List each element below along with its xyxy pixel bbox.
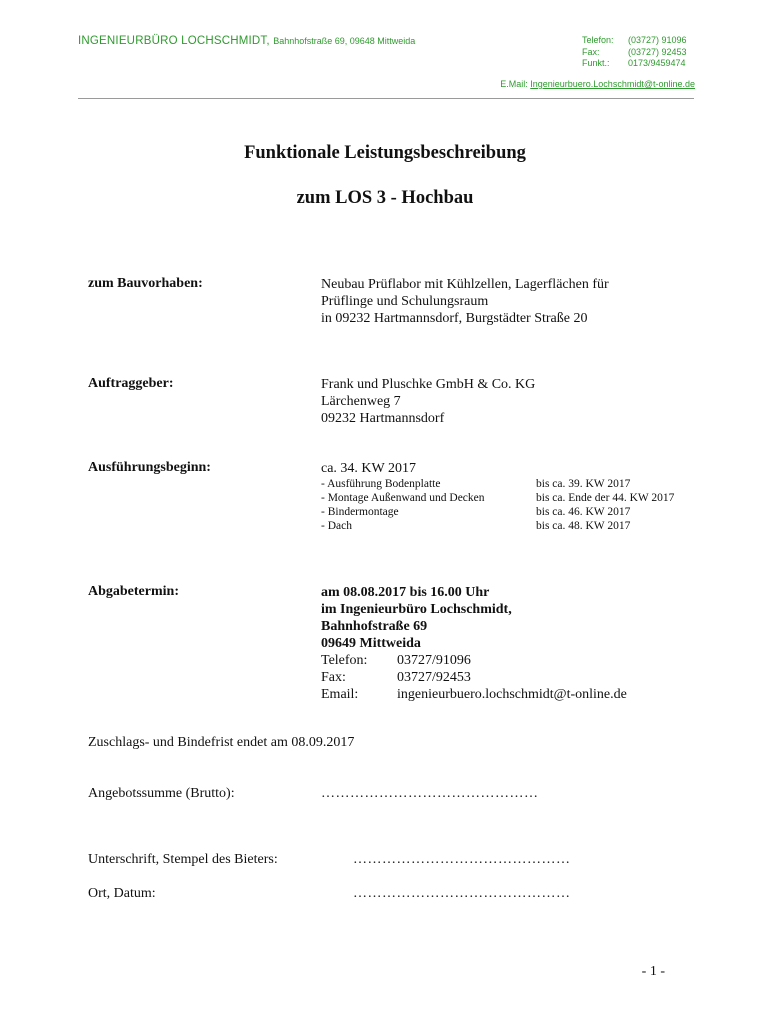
- ort-datum-field[interactable]: ………………………………………: [353, 886, 571, 901]
- contact-value: (03727) 92453: [628, 46, 687, 57]
- bauvorhaben-line: in 09232 Hartmannsdorf, Burgstädter Straße 20: [321, 311, 588, 326]
- auftraggeber-label: Auftraggeber:: [88, 376, 174, 391]
- phase-task: - Montage Außenwand und Decken: [321, 492, 485, 504]
- abgabe-date: am 08.08.2017 bis 16.00 Uhr: [321, 585, 490, 600]
- angebotssumme-field[interactable]: ………………………………………: [321, 786, 539, 801]
- abgabe-fax: [321, 669, 627, 686]
- contact-label: Fax:: [321, 670, 346, 685]
- bauvorhaben-line: Neubau Prüflabor mit Kühlzellen, Lagerflächen für: [321, 277, 609, 292]
- email-link[interactable]: Ingenieurbuero.Lochschmidt@t-online.de: [530, 79, 695, 89]
- phase-row: [321, 491, 674, 505]
- ausfuehrung-value: [321, 460, 674, 533]
- phase-deadline: bis ca. 39. KW 2017: [536, 478, 631, 490]
- phase-row: [321, 477, 674, 491]
- ort-datum-label: Ort, Datum:: [88, 886, 156, 901]
- ausfuehrung-phases: [321, 477, 674, 533]
- phase-deadline: bis ca. 46. KW 2017: [536, 506, 631, 518]
- header-email: [500, 79, 695, 89]
- contact-value: 03727/91096: [397, 653, 471, 668]
- phase-deadline: bis ca. Ende der 44. KW 2017: [536, 492, 675, 504]
- header-contact-fax: [582, 47, 687, 59]
- unterschrift-field[interactable]: ………………………………………: [353, 852, 571, 867]
- ausfuehrung-start: ca. 34. KW 2017: [321, 461, 416, 476]
- unterschrift-label: Unterschrift, Stempel des Bieters:: [88, 852, 278, 867]
- phase-task: - Ausführung Bodenplatte: [321, 478, 441, 490]
- phase-task: - Dach: [321, 520, 352, 532]
- auftraggeber-value: [321, 376, 535, 427]
- abgabe-street: Bahnhofstraße 69: [321, 619, 428, 634]
- abgabe-value: [321, 584, 627, 703]
- phase-row: [321, 519, 674, 533]
- company-name: INGENIEURBÜRO LOCHSCHMIDT,: [78, 35, 270, 47]
- abgabe-phone: [321, 652, 627, 669]
- contact-label: Telefon:: [582, 35, 614, 45]
- abgabe-city: 09649 Mittweida: [321, 636, 421, 651]
- contact-label: Fax:: [582, 46, 600, 57]
- phase-deadline: bis ca. 48. KW 2017: [536, 520, 631, 532]
- ausfuehrung-label: Ausführungsbeginn:: [88, 460, 211, 475]
- contact-value: 0173/9459474: [628, 58, 686, 68]
- header-divider: [78, 98, 694, 99]
- contact-label: Funkt.:: [582, 58, 610, 68]
- company-address: Bahnhofstraße 69, 09648 Mittweida: [273, 36, 416, 46]
- header-contact-phone: [582, 35, 687, 47]
- contact-value: (03727) 91096: [628, 35, 687, 45]
- auftraggeber-line: 09232 Hartmannsdorf: [321, 411, 445, 426]
- bauvorhaben-label: zum Bauvorhaben:: [88, 276, 203, 291]
- document-title: Funktionale Leistungsbeschreibung: [244, 143, 526, 163]
- contact-label: Email:: [321, 687, 359, 702]
- contact-value: ingenieurbuero.lochschmidt@t-online.de: [397, 687, 627, 702]
- header-contact-mobile: [582, 58, 687, 70]
- company-header: [78, 35, 415, 47]
- phase-task: - Bindermontage: [321, 506, 399, 518]
- abgabe-location: im Ingenieurbüro Lochschmidt,: [321, 602, 512, 617]
- zuschlag-text: Zuschlags- und Bindefrist endet am 08.09.2017: [88, 735, 355, 750]
- auftraggeber-line: Frank und Pluschke GmbH & Co. KG: [321, 377, 536, 392]
- page-number: - 1 -: [641, 964, 665, 979]
- abgabe-email: [321, 686, 627, 703]
- contact-value: 03727/92453: [397, 670, 471, 685]
- header-contacts: [582, 35, 687, 70]
- phase-row: [321, 505, 674, 519]
- document-subtitle: zum LOS 3 - Hochbau: [296, 188, 474, 208]
- bauvorhaben-line: Prüflinge und Schulungsraum: [321, 294, 489, 309]
- angebotssumme-label: Angebotssumme (Brutto):: [88, 786, 235, 801]
- contact-label: Telefon:: [321, 653, 368, 668]
- abgabe-label: Abgabetermin:: [88, 584, 179, 599]
- email-label: E.Mail:: [500, 79, 528, 89]
- bauvorhaben-value: [321, 276, 609, 327]
- auftraggeber-line: Lärchenweg 7: [321, 394, 401, 409]
